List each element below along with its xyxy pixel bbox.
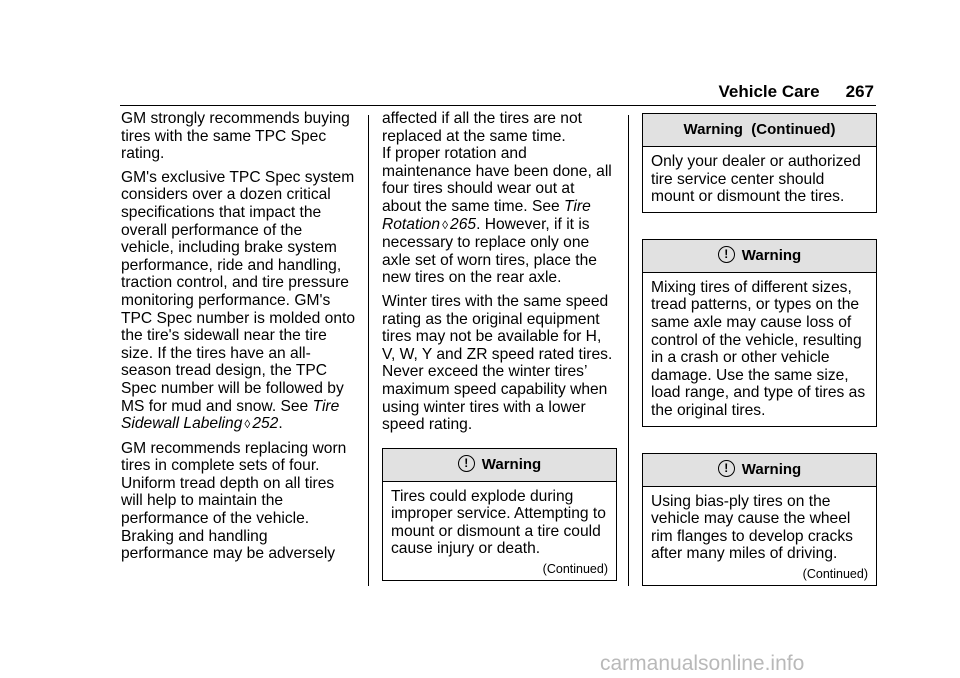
column-1 [121,110,359,569]
xref-arrow-icon: ◊ [442,217,449,232]
warning-icon: ! [718,460,735,477]
header-rule [120,105,876,106]
warning-title: Warning [741,460,802,478]
paragraph-tpc-recommend: GM strongly recommends buying tires with the same TPC Spec rating. [121,110,350,163]
warning-body [383,482,616,580]
warning-body [643,273,876,426]
page-header [719,82,875,102]
warning-box-continued [642,113,877,213]
paragraph-winter-tires: Winter tires with the same speed rating as the original equipment tires may not be available for H, V, W, Y and ZR speed rated tires. Never exceed the winter tires’ maximum speed capability when using winter tires with a lower speed rating. [382,292,613,434]
paragraph-replaced-same-time: affected if all the tires are not replaced at the same time. [382,110,582,145]
warning-title: Warning [741,246,802,264]
continued-label: (Continued) [542,562,608,577]
warning-title: Warning [481,455,542,473]
warning-box-explode [382,448,617,581]
warning-icon: ! [458,455,475,472]
warning-body [643,487,876,585]
column-divider-2 [628,115,629,586]
watermark: carmanualsonline.info [600,652,805,675]
warning-text: Mixing tires of different sizes, tread patterns, or types on the same axle may cause loss of control of the vehicle, resulting in a crash or other vehicle damage. Use the same size, load range, and type of tires as the original tires. [651,278,866,419]
warning-box-bias-ply [642,453,877,586]
warning-text: Using bias-ply tires on the vehicle may cause the wheel rim flanges to develop cracks after many miles of driving. [651,492,853,563]
section-title: Vehicle Care [718,82,820,101]
warning-text: Tires could explode during improper service. Attempting to mount or dismount a tire could cause injury or death. [391,487,606,558]
warning-header: Warning (Continued) [643,114,876,147]
paragraph-rotation: If proper rotation and maintenance have been done, all four tires should wear out at about the same time. See Tire Rotation ◊ 265. However, if it is necessary to replace only one axle set of worn tires, place the new tires on the rear axle. [382,145,612,287]
paragraph-tpc-spec: GM's exclusive TPC Spec system considers over a dozen critical specifications that impact the overall performance of the vehicle, including brake system performance, ride and handling, traction control, and tire pressure monitoring performance. GM's TPC Spec number is molded onto the tire's sidewall near the tire size. If the tires have an all-season tread design, the TPC Spec number will be followed by MS for mud and snow. See Tire Sidewall Labeling ◊ 252. [121,168,356,433]
continued-label: (Continued) [802,566,868,581]
column-2 [382,110,617,581]
paragraph-replace-sets: GM recommends replacing worn tires in complete sets of four. Uniform tread depth on all tires will help to maintain the performance of the vehicle. Braking and handling performance may be adversely [121,439,347,563]
link-tire-sidewall-labeling[interactable]: Tire Sidewall Labeling [121,397,340,433]
warning-header [643,240,876,273]
link-tire-rotation[interactable]: Tire Rotation [382,197,591,233]
column-3 [642,113,877,586]
warning-icon: ! [718,246,735,263]
warning-box-mixing-tires [642,239,877,427]
xref-arrow-icon: ◊ [244,417,251,432]
warning-body [643,147,876,212]
page-number: 267 [845,82,874,101]
column-divider-1 [368,115,369,586]
page-ref-252[interactable]: 252 [252,415,279,433]
page-ref-265[interactable]: 265 [450,215,477,233]
warning-text: Only your dealer or authorized tire service center should mount or dismount the tires. [651,153,861,206]
warning-header [383,449,616,482]
warning-header [643,454,876,487]
